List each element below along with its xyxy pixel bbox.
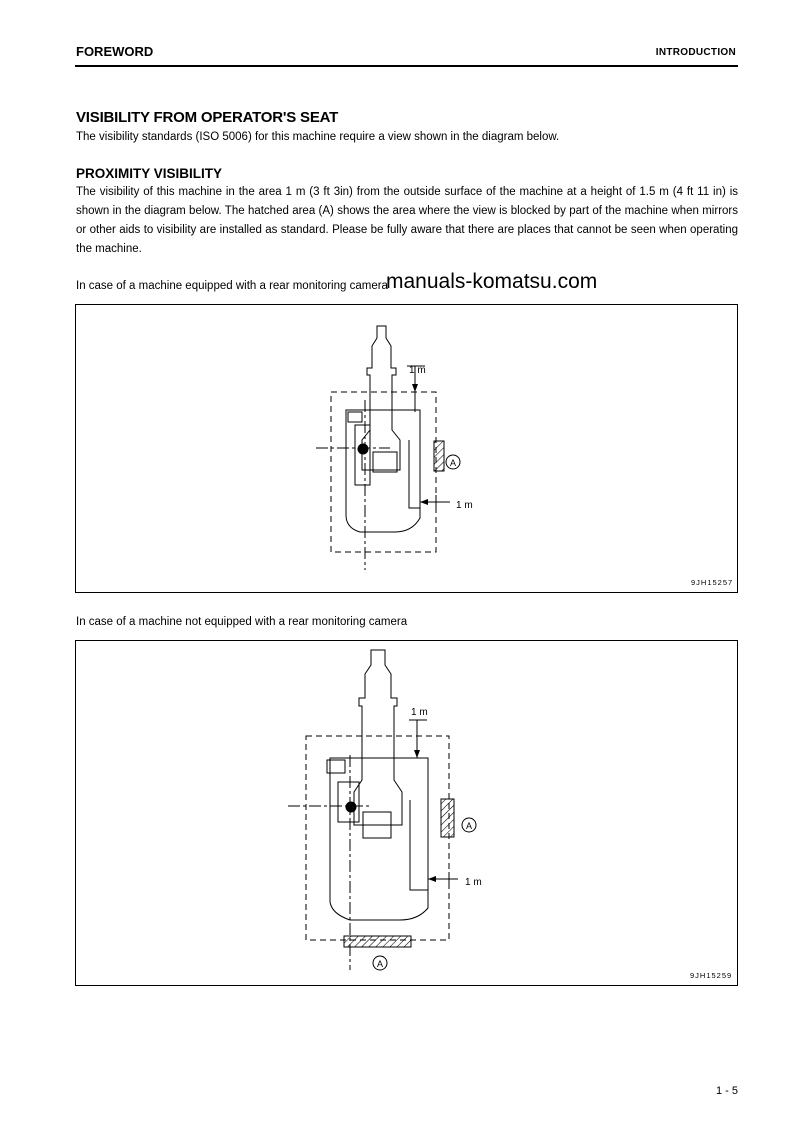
intro-paragraph: The visibility standards (ISO 5006) for this machine require a view shown in the diagram below. (76, 131, 560, 143)
section-title: VISIBILITY FROM OPERATOR'S SEAT (76, 109, 339, 126)
fig2-hatched-area-side (441, 799, 454, 837)
page-number: 1 - 5 (715, 1085, 738, 1097)
figure2-code: 9JH15259 (690, 971, 733, 980)
body-paragraph: The visibility of this machine in the area 1 m (3 ft 3in) from the outside surface of the machine at a height of 1.5 m (4 ft 11 in) is shown in the diagram below. The hatched area (A) shows the area where the view is blocked by part of the machine when mirrors or other aids to visibility are installed as standard. Please be fully aware that there are places that cannot be seen when operating the machine. (76, 186, 738, 255)
fig1-dim-side-label: 1 m (456, 500, 473, 511)
fig2-cab (338, 782, 359, 822)
fig2-operator-eye-point (346, 802, 357, 813)
fig2-area-label-side: A (465, 821, 473, 831)
fig2-area-label-rear: A (376, 959, 384, 969)
subsection-title: PROXIMITY VISIBILITY (76, 166, 223, 181)
fig2-dim-top-label: 1 m (411, 707, 428, 718)
watermark-text: manuals-komatsu.com (386, 270, 598, 293)
fig2-dim-side-label: 1 m (465, 877, 482, 888)
header-section-title: FOREWORD (76, 44, 154, 59)
figure1-code: 9JH15257 (691, 578, 734, 587)
fig2-boom (354, 650, 402, 825)
fig1-area-label: A (449, 458, 457, 468)
figure1-caption: In case of a machine equipped with a rear monitoring camera (76, 280, 388, 292)
fig2-hatched-area-rear (344, 936, 411, 947)
fig1-dim-top-label: 1 m (409, 365, 426, 376)
figure2-caption: In case of a machine not equipped with a rear monitoring camera (76, 616, 408, 628)
header-chapter-title: INTRODUCTION (655, 47, 736, 58)
